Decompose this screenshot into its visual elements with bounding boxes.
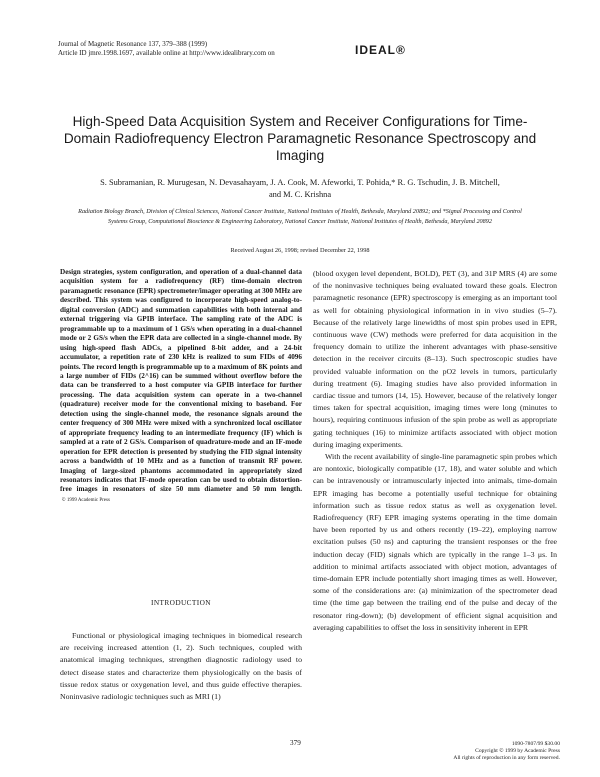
right-paragraph-2: With the recent availability of single-line paramagnetic spin probes which are nontoxic, biologically compatible (17, 18), and water soluble and which can be intravenously or intramuscularly injected into animals, time-domain EPR imaging has become a potentially useful technique for obtaining information such as tissue redox status as well as oxygenation level. Radiofrequency (RF) EPR imaging systems operating in the time domain have been reported by us and others recently (19–22), employing narrow excitation pulses (50 ns) and capturing the transient responses or the free induction decay (FID) signals which are typically in the range 1–3 μs. In addition to minimal artifacts associated with object motion, advantages of time-domain EPR include potentially short imaging times as well. However, some of the considerations are: (a) minimization of the spectrometer dead time (the time gap between the trailing end of the pulse and decay of the resonator ring-down); (b) development of efficient signal acquisition and averaging capabilities to offset the loss in sensitivity inherent in EPR: [313, 452, 557, 632]
copyright-line: Copyright © 1999 by Academic Press: [475, 748, 560, 755]
footer-copyright: [440, 741, 560, 763]
rights-line: All rights of reproduction in any form reserved.: [453, 755, 560, 762]
intro-paragraph: Functional or physiological imaging techniques in biomedical research are receiving increased attention (1, 2). Such techniques, coupled with anatomical imaging techniques, strengthen diagnostic radiology used to detect disease states and characterize them physiologically on the basis of tissue redox status or oxygenation level, and thus guide effective therapies. Noninvasive radiologic techniques such as MRI (1): [60, 631, 302, 702]
journal-citation: Journal of Magnetic Resonance 137, 379–388 (1999): [58, 40, 208, 48]
right-column: [313, 268, 557, 634]
abstract-copyright: © 1999 Academic Press: [61, 497, 110, 503]
paper-title: High-Speed Data Acquisition System and Receiver Configurations for Time-Domain Radiofrequency Electron Paramagnetic Resonance Spectroscopy and Imaging: [63, 114, 537, 163]
journal-header: [58, 40, 388, 58]
abstract: [60, 268, 302, 505]
affiliations: Radiation Biology Branch, Division of Clinical Sciences, National Cancer Institute, National Institutes of Health, Bethesda, Maryland 20892; and *Signal Processing and Control Systems Group, Computational Bioscience & Engineering Laboratory, National Cancer Institute, National Institutes of Health, Bethesda, Maryland 20892: [78, 208, 522, 225]
author-list: S. Subramanian, R. Murugesan, N. Devasahayam, J. A. Cook, M. Afeworki, T. Pohida,* R. G. Tschudin, J. B. Mitchell, and M. C. Krishna: [100, 178, 500, 199]
abstract-text: Design strategies, system configuration, and operation of a dual-channel data acquisition system for a radiofrequency (RF) time-domain electron paramagnetic resonance (EPR) spectrometer/imager operating at 300 MHz are described. This system was configured to incorporate high-speed analog-to-digital conversion (ADC) and summation capabilities with both internal and external triggering via GPIB interface. The sampling rate of the ADC is programmable up to a maximum of 1 GS/s when operating in a dual-channel mode or 2 GS/s when the EPR data are collected in a single-channel mode. By using high-speed flash ADCs, a pipelined 8-bit adder, and a 24-bit accumulator, a repetition rate of 230 kHz is realized to sum FIDs of 4096 points. The record length is programmable up to a maximum of 8K points and a large number of FIDs (2^16) can be summed without overflow before the data can be transferred to a host computer via GPIB interface for further processing. The data acquisition system can operate in a two-channel (quadrature) receiver mode for the conventional mixing to baseband. For detection using the single-channel mode, the resonance signals around the center frequency of 300 MHz were mixed with a synchronized local oscillator of appropriate frequency leading to an intermediate frequency (IF) which is sampled at a rate of 2 GS/s. Comparison of quadrature-mode and an IF-mode operation for EPR detection is presented by studying the FID signal intensity across a bandwidth of 10 MHz and as a function of transmit RF power. Imaging of large-sized phantoms accommodated in appropriately sized resonators indicates that IF-mode operation can be used to obtain distortion-free images in resonators of size 50 mm diameter and 50 mm length.: [60, 268, 302, 494]
issn-price: 1090-7807/99 $30.00: [511, 741, 560, 747]
page-number: 379: [290, 739, 301, 747]
article-id-line: Article ID jmre.1998.1697, available online at http://www.idealibrary.com on: [58, 49, 275, 57]
ideal-logo: IDEAL®: [355, 43, 406, 57]
right-paragraph-1: (blood oxygen level dependent, BOLD), PET (3), and 31P MRS (4) are some of the noninvasive techniques being evaluated toward these goals. Electron paramagnetic resonance (EPR) spectroscopy is emerging as an important tool as well for obtaining physiological information in in vivo studies (5–7). Because of the relatively large linewidths of most spin probes used in EPR, continuous wave (CW) methods were preferred for data acquisition in the frequency domain to utilize the inherent advantages with phase-sensitive detection in the receiver circuits (8–13). Such spectroscopic studies have provided valuable information on the pO2 levels in tumors, particularly during treatment (6). Imaging studies have also provided information in cardiac tissue and tumors (14, 15). However, because of the relatively longer times taken for spectral acquisition, imaging times were long (minutes to hours), requiring continuous infusion of the spin probe as well as appropriate gating techniques (16) to minimize artifacts associated with object motion during imaging experiments.: [313, 269, 557, 449]
received-dates: Received August 26, 1998; revised December 22, 1998: [230, 247, 370, 254]
section-heading-introduction: INTRODUCTION: [151, 598, 211, 607]
